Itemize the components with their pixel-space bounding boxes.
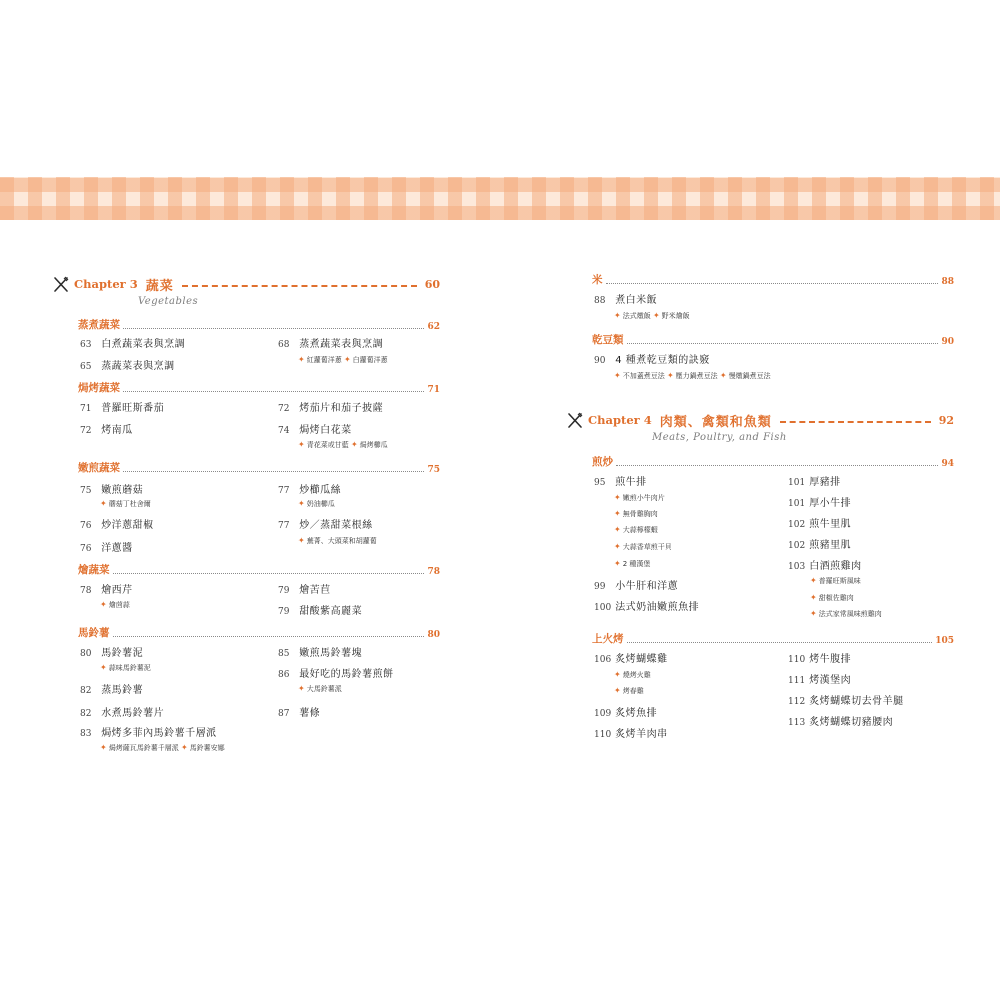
sub-entry[interactable]: [614, 559, 650, 569]
entry-title: 燴西芹: [101, 585, 133, 596]
bullet-icon: ✦: [614, 311, 621, 320]
toc-entry[interactable]: [788, 497, 851, 511]
section-page: 94: [941, 459, 954, 469]
chapter-page: 92: [938, 413, 954, 427]
chapter-leader: [182, 285, 417, 287]
toc-entry[interactable]: [278, 484, 341, 498]
bullet-icon: ✦: [614, 493, 621, 502]
entry-title: 煎豬里肌: [809, 540, 852, 551]
entry-page: 102: [788, 541, 806, 551]
entry-title: 水煮馬鈴薯片: [101, 708, 165, 719]
entry-page: 75: [80, 486, 92, 496]
entry-page: 87: [278, 709, 290, 719]
sub-title: 焗烤櫛瓜: [359, 441, 388, 449]
entry-title: 白煮蔬菜表與烹調: [101, 339, 186, 350]
section-page: 62: [427, 322, 440, 332]
section-title: 米: [592, 274, 603, 286]
section-heading: [592, 333, 954, 347]
sub-entry[interactable]: [298, 440, 388, 450]
toc-entry[interactable]: [80, 402, 164, 416]
entry-page: 95: [594, 478, 606, 488]
sub-entry[interactable]: [614, 670, 651, 680]
toc-entry[interactable]: [594, 707, 657, 721]
toc-entry[interactable]: [594, 476, 647, 490]
toc-entry[interactable]: [788, 476, 841, 490]
entry-title: 最好吃的馬鈴薯煎餅: [299, 669, 394, 680]
toc-entry[interactable]: [278, 402, 383, 416]
entry-page: 110: [788, 655, 806, 665]
fork-knife-icon: [52, 275, 70, 293]
toc-entry[interactable]: [278, 647, 362, 661]
section-leader: [627, 642, 933, 643]
bullet-icon: ✦: [298, 684, 305, 693]
section-title: 蒸煮蔬菜: [78, 319, 120, 331]
bullet-icon: ✦: [614, 542, 621, 551]
entry-page: 63: [80, 340, 92, 350]
bullet-icon: ✦: [614, 525, 621, 534]
toc-entry[interactable]: [278, 424, 352, 438]
toc-entry[interactable]: [278, 668, 394, 682]
entry-title: 煎牛里肌: [809, 519, 852, 530]
toc-entry[interactable]: [594, 354, 710, 368]
entry-page: 72: [278, 404, 290, 414]
sub-entry[interactable]: [298, 499, 335, 509]
entry-title: 焗烤白花菜: [299, 425, 352, 436]
chapter-label: Chapter 3: [74, 277, 138, 291]
sub-entry[interactable]: [614, 509, 658, 519]
section-title: 上火烤: [592, 633, 624, 645]
section-title: 嫩煎蔬菜: [78, 462, 120, 474]
chapter-title: 肉類、禽類和魚類: [659, 414, 772, 430]
toc-entry[interactable]: [788, 716, 893, 730]
entry-page: 76: [80, 521, 92, 531]
sub-entry[interactable]: [810, 593, 854, 603]
section-heading: [592, 273, 954, 287]
entry-page: 86: [278, 670, 290, 680]
section-leader: [627, 343, 939, 344]
entry-title: 炒洋蔥甜椒: [101, 520, 154, 531]
gingham-band: [0, 177, 1000, 220]
sub-entry[interactable]: [614, 493, 665, 503]
section-page: 105: [935, 636, 954, 646]
entry-title: 炙烤蝴蝶切豬腰肉: [809, 717, 894, 728]
entry-page: 74: [278, 426, 290, 436]
toc-entry[interactable]: [788, 539, 851, 553]
section-leader: [606, 283, 939, 284]
section-leader: [113, 573, 425, 574]
entry-page: 71: [80, 404, 92, 414]
bullet-icon: ✦: [614, 509, 621, 518]
entry-title: 炒／蒸甜菜根絲: [299, 520, 373, 531]
entry-title: 洋蔥醬: [101, 543, 133, 554]
entry-title: 烤漢堡肉: [809, 675, 852, 686]
entry-page: 77: [278, 486, 290, 496]
toc-entry[interactable]: [788, 518, 851, 532]
sub-entry[interactable]: [614, 371, 771, 381]
entry-page: 101: [788, 499, 806, 509]
bullet-icon: ✦: [100, 499, 107, 508]
bullet-icon: ✦: [298, 440, 305, 449]
sub-title: 馬鈴薯安娜: [189, 744, 225, 752]
entry-page: 68: [278, 340, 290, 350]
entry-title: 炒櫛瓜絲: [299, 485, 342, 496]
toc-entry[interactable]: [278, 707, 320, 721]
toc-entry[interactable]: [788, 653, 851, 667]
sub-title: 甜椒佐雞肉: [818, 594, 854, 602]
sub-entry[interactable]: [614, 686, 644, 696]
section-title: 乾豆類: [592, 334, 624, 346]
section-title: 焗烤蔬菜: [78, 382, 120, 394]
section-heading: [78, 626, 440, 640]
bullet-icon: ✦: [652, 311, 660, 320]
section-leader: [616, 465, 938, 466]
sub-title: 慢燉鍋煮豆法: [728, 372, 771, 380]
toc-entry[interactable]: [788, 695, 904, 709]
entry-title: 炙烤魚排: [615, 708, 658, 719]
entry-title: 炙烤蝴蝶雞: [615, 654, 668, 665]
entry-page: 72: [80, 426, 92, 436]
bullet-icon: ✦: [298, 499, 305, 508]
bullet-icon: ✦: [719, 371, 727, 380]
entry-page: 79: [278, 607, 290, 617]
entry-page: 83: [80, 729, 92, 739]
sub-entry[interactable]: [810, 576, 861, 586]
entry-page: 79: [278, 586, 290, 596]
entry-title: 焗烤多菲內馬鈴薯千層派: [101, 728, 217, 739]
sub-entry[interactable]: [298, 536, 377, 546]
entry-page: 82: [80, 709, 92, 719]
bullet-icon: ✦: [614, 670, 621, 679]
section-page: 88: [941, 277, 954, 287]
entry-title: 法式奶油嫩煎魚排: [615, 602, 700, 613]
sub-title: 不加蓋煮豆法: [622, 372, 665, 380]
sub-title: 普羅旺斯風味: [818, 577, 861, 585]
entry-page: 78: [80, 586, 92, 596]
chapter-page: 60: [424, 277, 440, 291]
section-heading: [592, 455, 954, 469]
entry-title: 蒸馬鈴薯: [101, 685, 144, 696]
toc-entry[interactable]: [80, 338, 185, 352]
section-page: 75: [427, 465, 440, 475]
sub-title: 紅蘿蔔洋蔥: [306, 356, 342, 364]
toc-entry[interactable]: [80, 584, 133, 598]
bullet-icon: ✦: [298, 355, 305, 364]
sub-title: 大蒜香草煎干貝: [622, 543, 672, 551]
bullet-icon: ✦: [298, 536, 305, 545]
bullet-icon: ✦: [810, 593, 817, 602]
chapter-label: Chapter 4: [588, 413, 652, 427]
section-heading: [592, 632, 954, 646]
sub-title: 蒜味馬鈴薯泥: [108, 664, 151, 672]
entry-title: 甜酸紫高麗菜: [299, 606, 363, 617]
bullet-icon: ✦: [614, 559, 621, 568]
toc-entry[interactable]: [278, 519, 373, 533]
chapter-4-heading: [566, 410, 954, 443]
entry-title: 蒸煮蔬菜表與烹調: [299, 339, 384, 350]
entry-title: 小牛肝和洋蔥: [615, 581, 679, 592]
entry-title: 白酒煎雞肉: [809, 561, 862, 572]
bullet-icon: ✦: [810, 576, 817, 585]
bullet-icon: ✦: [810, 609, 817, 618]
bullet-icon: ✦: [100, 600, 107, 609]
toc-entry[interactable]: [80, 424, 133, 438]
entry-page: 85: [278, 649, 290, 659]
sub-title: 2 種漢堡: [622, 560, 651, 568]
toc-entry[interactable]: [80, 542, 133, 556]
section-title: 馬鈴薯: [78, 627, 110, 639]
entry-title: 煮白米飯: [615, 295, 658, 306]
sub-entry[interactable]: [100, 499, 151, 509]
bullet-icon: ✦: [614, 686, 621, 695]
sub-title: 燴茴蒜: [108, 601, 130, 609]
bullet-icon: ✦: [180, 743, 188, 752]
section-leader: [123, 391, 424, 392]
chapter-leader: [780, 421, 931, 423]
sub-entry[interactable]: [100, 743, 225, 753]
entry-title: 厚豬排: [809, 477, 841, 488]
entry-page: 106: [594, 655, 612, 665]
chapter-title: 蔬菜: [145, 278, 174, 294]
sub-title: 烤春雞: [622, 687, 644, 695]
chapter-subtitle: Vegetables: [138, 296, 199, 307]
entry-title: 嫩煎蘑菇: [101, 485, 144, 496]
sub-entry[interactable]: [100, 663, 151, 673]
sub-title: 大馬鈴薯派: [306, 685, 342, 693]
sub-entry[interactable]: [614, 542, 672, 552]
toc-entry[interactable]: [80, 360, 175, 374]
sub-title: 嫩煎小牛肉片: [622, 494, 665, 502]
toc-entry[interactable]: [594, 728, 668, 742]
section-title: 燴蔬菜: [78, 564, 110, 576]
toc-entry[interactable]: [80, 707, 164, 721]
bullet-icon: ✦: [343, 355, 351, 364]
sub-entry[interactable]: [100, 600, 130, 610]
sub-title: 奶油櫛瓜: [306, 500, 335, 508]
entry-title: 蒸蔬菜表與烹調: [101, 361, 175, 372]
toc-entry[interactable]: [80, 484, 143, 498]
fork-knife-icon: [566, 411, 584, 429]
entry-page: 82: [80, 686, 92, 696]
sub-entry[interactable]: [614, 525, 658, 535]
sub-title: 白蘿蔔洋蔥: [352, 356, 388, 364]
section-page: 78: [427, 567, 440, 577]
entry-page: 90: [594, 356, 606, 366]
entry-page: 100: [594, 603, 612, 613]
toc-entry[interactable]: [80, 519, 154, 533]
entry-page: 77: [278, 521, 290, 531]
sub-title: 法式家常風味煎雞肉: [818, 610, 882, 618]
sub-title: 法式燉飯: [622, 312, 651, 320]
toc-entry[interactable]: [80, 647, 143, 661]
entry-page: 80: [80, 649, 92, 659]
toc-entry[interactable]: [594, 601, 699, 615]
section-page: 71: [427, 385, 440, 395]
bullet-icon: ✦: [614, 371, 621, 380]
sub-title: 無骨雞胸肉: [622, 510, 658, 518]
entry-page: 101: [788, 478, 806, 488]
section-heading: [78, 563, 440, 577]
sub-title: 焗烤薩瓦馬鈴薯千層派: [108, 744, 179, 752]
bullet-icon: ✦: [100, 743, 107, 752]
sub-title: 蕪菁、大頭菜和胡蘿蔔: [306, 537, 377, 545]
entry-page: 110: [594, 730, 612, 740]
entry-page: 111: [788, 676, 806, 686]
section-heading: [78, 381, 440, 395]
toc-entry[interactable]: [594, 580, 678, 594]
section-heading: [78, 318, 440, 332]
bullet-icon: ✦: [100, 663, 107, 672]
entry-title: 煎牛排: [615, 477, 647, 488]
sub-title: 大蒜檸檬蝦: [622, 526, 658, 534]
entry-title: 燴苦苣: [299, 585, 331, 596]
entry-page: 103: [788, 562, 806, 572]
entry-title: 普羅旺斯番茄: [101, 403, 165, 414]
sub-entry[interactable]: [298, 684, 342, 694]
toc-entry[interactable]: [788, 560, 862, 574]
section-leader: [113, 636, 425, 637]
entry-title: 馬鈴薯泥: [101, 648, 144, 659]
section-heading: [78, 461, 440, 475]
entry-page: 99: [594, 582, 606, 592]
entry-title: 烤茄片和茄子披薩: [299, 403, 384, 414]
entry-title: 嫩煎馬鈴薯塊: [299, 648, 363, 659]
chapter-subtitle: Meats, Poultry, and Fish: [652, 432, 787, 443]
section-leader: [123, 471, 424, 472]
sub-title: 壓力鍋煮豆法: [675, 372, 718, 380]
entry-title: 炙烤蝴蝶切去骨羊腿: [809, 696, 904, 707]
entry-page: 112: [788, 697, 806, 707]
entry-page: 88: [594, 296, 606, 306]
entry-title: 炙烤羊肉串: [615, 729, 668, 740]
section-page: 80: [427, 630, 440, 640]
sub-entry[interactable]: [614, 311, 690, 321]
entry-page: 65: [80, 362, 92, 372]
sub-title: 蘑菇丁杜舍爾: [108, 500, 151, 508]
entry-page: 113: [788, 718, 806, 728]
entry-page: 76: [80, 544, 92, 554]
entry-title: 4 種煮乾豆類的訣竅: [615, 355, 710, 366]
toc-entry[interactable]: [594, 294, 657, 308]
sub-entry[interactable]: [298, 355, 388, 365]
entry-title: 薯條: [299, 708, 321, 719]
entry-page: 109: [594, 709, 612, 719]
entry-title: 烤牛腹排: [809, 654, 852, 665]
sub-entry[interactable]: [810, 609, 882, 619]
toc-entry[interactable]: [278, 338, 383, 352]
toc-entry[interactable]: [278, 584, 331, 598]
section-title: 煎炒: [592, 456, 613, 468]
section-page: 90: [941, 337, 954, 347]
bullet-icon: ✦: [666, 371, 674, 380]
entry-page: 102: [788, 520, 806, 530]
sub-title: 青花菜或甘藍: [306, 441, 349, 449]
toc-entry[interactable]: [80, 684, 143, 698]
bullet-icon: ✦: [350, 440, 358, 449]
toc-entry[interactable]: [788, 674, 851, 688]
chapter-3-heading: [52, 274, 440, 307]
toc-entry[interactable]: [80, 727, 217, 741]
entry-title: 烤南瓜: [101, 425, 133, 436]
toc-entry[interactable]: [278, 605, 362, 619]
section-leader: [123, 328, 424, 329]
toc-entry[interactable]: [594, 653, 668, 667]
entry-title: 厚小牛排: [809, 498, 852, 509]
sub-title: 野米燴飯: [661, 312, 690, 320]
sub-title: 燒烤火雞: [622, 671, 651, 679]
